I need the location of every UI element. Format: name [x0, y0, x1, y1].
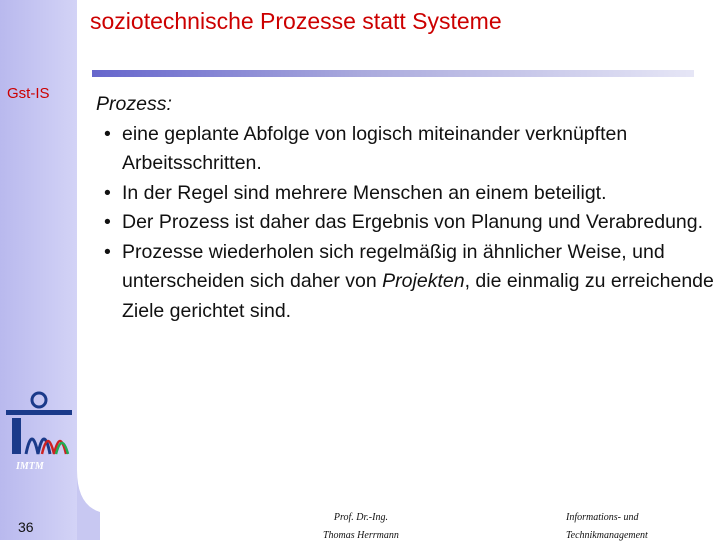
footer-author-line1: Prof. Dr.-Ing. [333, 512, 388, 523]
content-heading: Prozess: [96, 93, 172, 115]
bullet-text: eine geplante Abfolge von logisch miteinander verknüpften Arbeitsschritten. [122, 122, 628, 174]
bullet-text: In der Regel sind mehrere Menschen an einem beteiligt. [122, 181, 607, 204]
page-number: 36 [18, 519, 34, 535]
imtm-logo-icon [2, 390, 76, 460]
bullet-list [96, 120, 716, 327]
bullet-text-after: , die einmalig zu erreichende Ziele gerichtet sind. [122, 270, 714, 322]
bullet-text-before: Prozesse wiederholen sich regelmäßig in ähnlicher Weise, und unterscheiden sich daher von [122, 240, 665, 292]
bullet-item [96, 179, 716, 209]
footer-department-line1: Informations- und [566, 512, 639, 523]
bullet-item [96, 208, 716, 238]
title-underline [92, 70, 694, 77]
footer-author-line2: Thomas Herrmann [323, 530, 399, 541]
course-badge: Gst-IS [7, 85, 50, 102]
bullet-text-emphasis: Projekten [382, 270, 465, 292]
bullet-marker: • [104, 211, 111, 233]
bullet-marker: • [104, 240, 111, 263]
bullet-text: Der Prozess ist daher das Ergebnis von Planung und Verabredung. [122, 211, 704, 233]
slide-content [96, 90, 716, 326]
bullet-item [96, 120, 716, 179]
bullet-marker: • [104, 181, 111, 204]
footer-department-line2: Technikmanagement [566, 530, 648, 541]
logo-label: IMTM [16, 461, 44, 472]
bullet-item [96, 238, 716, 327]
slide-title: soziotechnische Prozesse statt Systeme [90, 8, 502, 34]
bullet-marker: • [104, 122, 111, 145]
